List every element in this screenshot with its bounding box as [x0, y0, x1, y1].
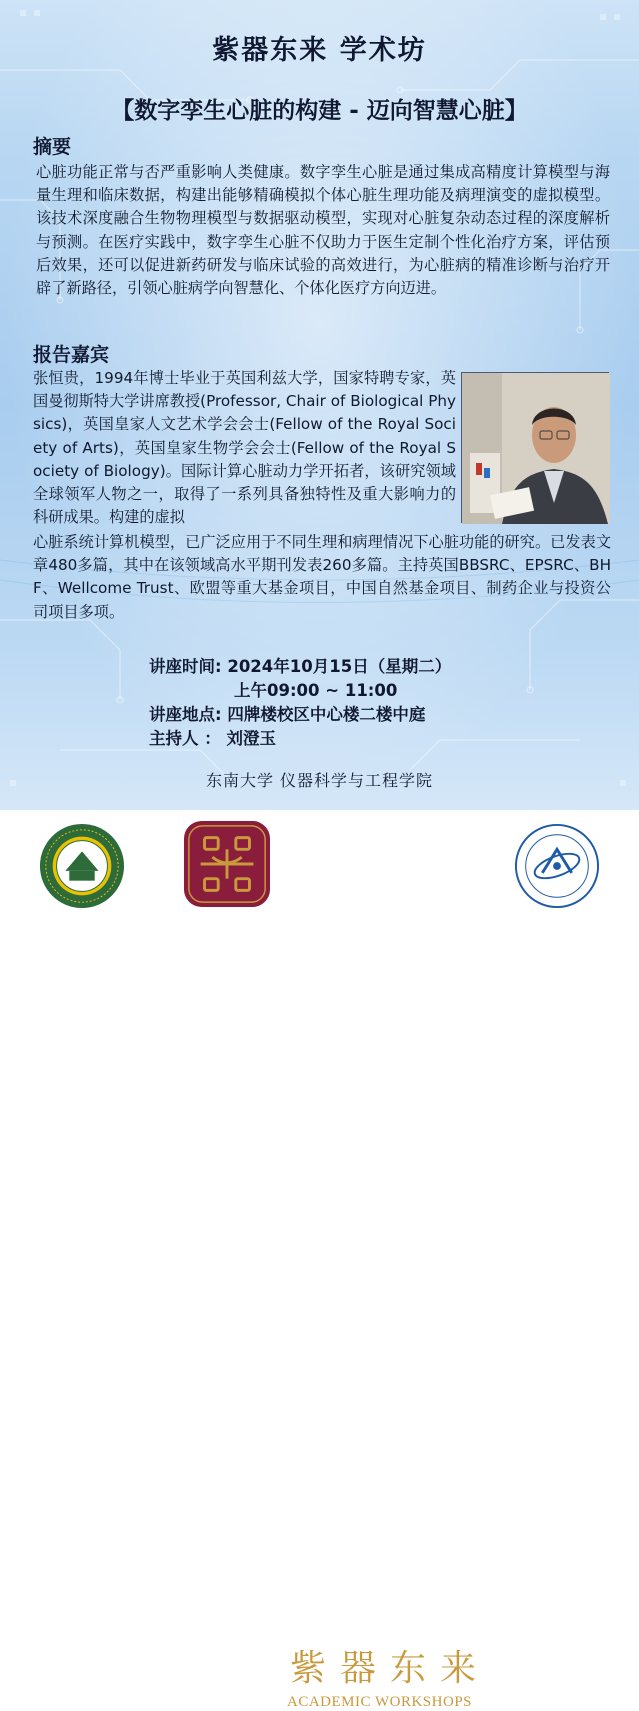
speaker-bio-lower: 心脏系统计算机模型，已广泛应用于不同生理和病理情况下心脏功能的研究。已发表文章480多篇，其中在该领域高水平期刊发表260多篇。主持英国BBSRC、EPSRC、BHF、Wellcome Trust、欧盟等重大基金项目，中国自然基金项目、制药企业与投资公司项目多项。 — [33, 533, 611, 621]
lecture-title: 【数字孪生心脏的构建 - 迈向智慧心脏】 — [111, 98, 528, 124]
southeast-university-seal-icon — [38, 822, 126, 910]
brand-title: 紫器东来 — [290, 1648, 491, 1689]
speaker-photo — [461, 372, 609, 523]
footer-logos — [0, 810, 639, 1710]
institute-emblem-icon — [513, 822, 601, 910]
lecture-host: 主持人 ： 刘澄玉 — [149, 729, 276, 748]
organizer: 东南大学 仪器科学与工程学院 — [205, 771, 434, 790]
lecture-date: 讲座时间: 2024年10月15日（星期二） — [149, 657, 452, 676]
poster-background — [0, 0, 639, 810]
speaker-bio-upper: 张恒贵，1994年博士毕业于英国利兹大学，国家特聘专家，英国曼彻斯特大学讲席教授(Professor, Chair of Biological Physics)，英国皇家人文艺术学会会士(Fellow of the Royal Society of Arts)，英国皇家生物学会会士(Fellow of the Royal Society of Biology)。国际计算心脏动力学开拓者，该研究领域全球领军人物之一，取得了一系列具备独特性及重大影响力的科研成果。构建的虚拟 — [33, 369, 456, 527]
lecture-location: 讲座地点: 四牌楼校区中心楼二楼中庭 — [149, 705, 426, 724]
abstract-text: 心脏功能正常与否严重影响人类健康。数字孪生心脏是通过集成高精度计算模型与海量生理和临床数据，构建出能够精确模拟个体心脏生理功能及病理演变的虚拟模型。该技术深度融合生物物理模型与数据驱动模型，实现对心脏复杂动态过程的深度解析与预测。在医疗实践中，数字孪生心脏不仅助力于医生定制个性化治疗方案，评估预后效果，还可以促进新药研发与临床试验的高效进行，为心脏病的精准诊断与治疗开辟了新路径，引领心脏病学向智慧化、个体化医疗方向迈进。 — [36, 163, 610, 298]
brand-subtitle: ACADEMIC WORKSHOPS — [287, 1694, 473, 1710]
academic-workshops-logo-icon — [183, 820, 271, 908]
lecture-time: 上午09:00 ~ 11:00 — [234, 681, 398, 700]
abstract-heading: 摘要 — [33, 136, 72, 158]
page-title: 紫器东来 学术坊 — [212, 35, 427, 66]
speaker-heading: 报告嘉宾 — [33, 344, 110, 366]
